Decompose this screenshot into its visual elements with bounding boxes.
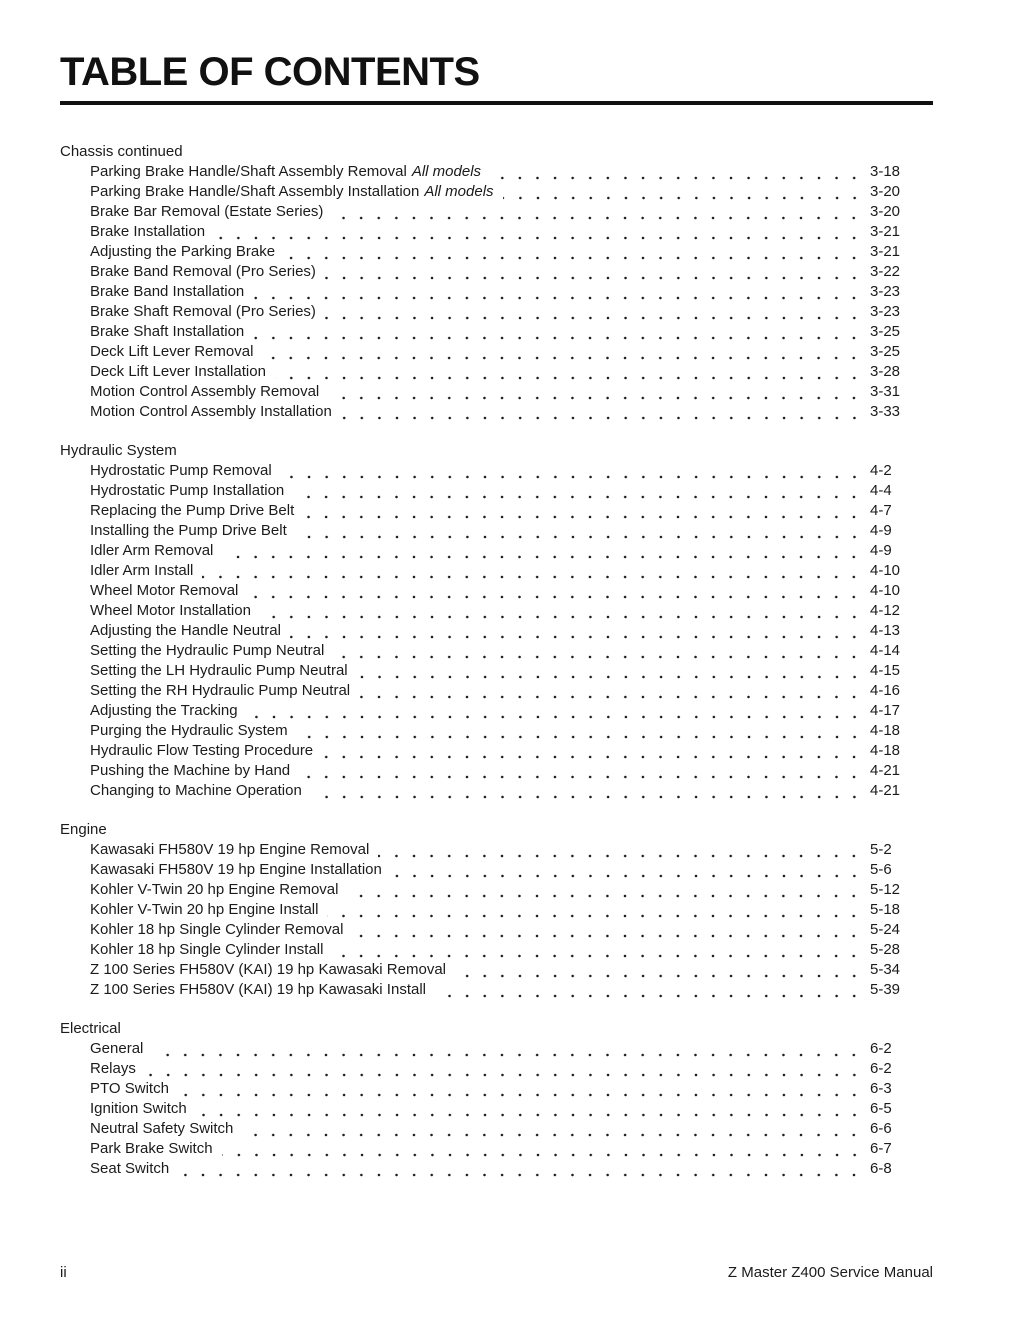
dot-leader xyxy=(202,561,864,581)
toc-entry-label: Setting the Hydraulic Pump Neutral xyxy=(90,642,325,659)
toc-entry-page-number: 4-16 xyxy=(870,682,901,699)
toc-entry-page-number: 6-5 xyxy=(870,1100,892,1117)
toc-entry xyxy=(60,581,933,601)
toc-entry-label: Deck Lift Lever Removal xyxy=(90,343,254,360)
toc-entry-page-number: 5-6 xyxy=(870,861,892,878)
footer-page-number: ii xyxy=(60,1264,67,1281)
toc-entry-label: Hydrostatic Pump Removal xyxy=(90,462,272,479)
toc-entry-label: PTO Switch xyxy=(90,1080,169,1097)
toc-entry-page-number: 3-20 xyxy=(870,183,901,200)
toc-entry-page-number: 3-25 xyxy=(870,343,901,360)
toc-entry xyxy=(60,781,933,801)
toc-entry-page-number: 6-3 xyxy=(870,1080,892,1097)
toc-entry xyxy=(60,880,933,900)
toc-entry-label: Z 100 Series FH580V (KAI) 19 hp Kawasaki Removal xyxy=(90,961,446,978)
toc-entry-label: Neutral Safety Switch xyxy=(90,1120,234,1137)
toc-entry-page-number: 4-14 xyxy=(870,642,901,659)
toc-entry-page-number: 3-23 xyxy=(870,303,901,320)
toc-entry-label: General xyxy=(90,1040,144,1057)
toc-entry xyxy=(60,1119,933,1139)
dot-leader xyxy=(378,840,864,860)
toc-entry-page-number: 6-2 xyxy=(870,1040,892,1057)
dot-leader xyxy=(347,880,864,900)
toc-entry xyxy=(60,182,933,202)
dot-leader xyxy=(341,402,864,422)
dot-leader xyxy=(297,721,864,741)
page-footer xyxy=(60,1263,933,1283)
toc-entry xyxy=(60,661,933,681)
toc-entry-page-number: 3-31 xyxy=(870,383,901,400)
toc-entry-page-number: 5-39 xyxy=(870,981,901,998)
toc-entry-page-number: 5-28 xyxy=(870,941,901,958)
toc-entry-page-number: 6-7 xyxy=(870,1140,892,1157)
toc-entry xyxy=(60,601,933,621)
toc-entry-page-number: 4-10 xyxy=(870,582,901,599)
toc-entry-page-number: 3-21 xyxy=(870,243,901,260)
toc-entry xyxy=(60,262,933,282)
toc-entry xyxy=(60,561,933,581)
dot-leader xyxy=(325,262,864,282)
dot-leader xyxy=(333,641,864,661)
toc-entry-page-number: 5-18 xyxy=(870,901,901,918)
toc-entry-label: Park Brake Switch xyxy=(90,1140,213,1157)
toc-entry xyxy=(60,761,933,781)
dot-leader xyxy=(262,342,864,362)
toc-entry-label: Purging the Hydraulic System xyxy=(90,722,288,739)
dot-leader xyxy=(290,621,864,641)
toc-entry-label: Kohler V-Twin 20 hp Engine Install xyxy=(90,901,319,918)
toc-entry xyxy=(60,362,933,382)
dot-leader xyxy=(311,781,864,801)
toc-entry xyxy=(60,1159,933,1179)
dot-leader xyxy=(247,581,864,601)
dot-leader xyxy=(455,960,864,980)
dot-leader xyxy=(196,1099,864,1119)
dot-leader xyxy=(178,1079,864,1099)
toc-entry-page-number: 5-34 xyxy=(870,961,901,978)
toc-entry-page-number: 4-4 xyxy=(870,482,892,499)
toc-entry-page-number: 4-12 xyxy=(870,602,901,619)
toc-entry xyxy=(60,222,933,242)
dot-leader xyxy=(503,182,864,202)
toc-section-entries xyxy=(60,840,933,1000)
toc-entry-label: Deck Lift Lever Installation xyxy=(90,363,266,380)
toc-entry-page-number: 4-18 xyxy=(870,722,901,739)
toc-entry-label: Adjusting the Handle Neutral xyxy=(90,622,281,639)
toc-section xyxy=(60,441,933,801)
dot-leader xyxy=(247,701,864,721)
page-title: TABLE OF CONTENTS xyxy=(60,50,480,94)
toc-entry xyxy=(60,1079,933,1099)
dot-leader xyxy=(328,382,864,402)
toc-entry-page-number: 4-15 xyxy=(870,662,901,679)
dot-leader xyxy=(275,362,864,382)
dot-leader xyxy=(222,1139,864,1159)
toc-entry-label: Ignition Switch xyxy=(90,1100,187,1117)
toc-entry-label: Parking Brake Handle/Shaft Assembly Removal All models xyxy=(90,163,482,180)
toc-section-heading: Electrical xyxy=(60,1020,121,1037)
toc-entry-label: Installing the Pump Drive Belt xyxy=(90,522,287,539)
toc-entry xyxy=(60,382,933,402)
dot-leader xyxy=(299,761,864,781)
dot-leader xyxy=(260,601,864,621)
toc-entry-page-number: 3-18 xyxy=(870,163,901,180)
toc-entry-label: Kawasaki FH580V 19 hp Engine Installation xyxy=(90,861,382,878)
toc-entry xyxy=(60,1039,933,1059)
toc-entry-page-number: 4-7 xyxy=(870,502,892,519)
toc-entry-page-number: 4-13 xyxy=(870,622,901,639)
toc-entry-page-number: 6-2 xyxy=(870,1060,892,1077)
dot-leader xyxy=(322,741,864,761)
toc-section-entries xyxy=(60,461,933,801)
toc-section xyxy=(60,820,933,1000)
toc-entry-label: Wheel Motor Removal xyxy=(90,582,239,599)
toc-entry-label: Hydrostatic Pump Installation xyxy=(90,482,285,499)
toc-entry-page-number: 5-24 xyxy=(870,921,901,938)
dot-leader xyxy=(178,1159,864,1179)
toc-entry-label: Brake Bar Removal (Estate Series) xyxy=(90,203,324,220)
toc-entry xyxy=(60,521,933,541)
toc-entry-label: Seat Switch xyxy=(90,1160,170,1177)
toc-entry xyxy=(60,302,933,322)
toc-entry xyxy=(60,322,933,342)
toc-entry-label: Setting the LH Hydraulic Pump Neutral xyxy=(90,662,348,679)
toc-entry-label: Brake Shaft Installation xyxy=(90,323,245,340)
toc-entry xyxy=(60,900,933,920)
toc-entry xyxy=(60,202,933,222)
toc-entry-label: Kohler 18 hp Single Cylinder Removal xyxy=(90,921,344,938)
toc-entry xyxy=(60,621,933,641)
toc-entry xyxy=(60,541,933,561)
toc-entry-label: Motion Control Assembly Installation xyxy=(90,403,332,420)
dot-leader xyxy=(253,282,864,302)
toc-section-heading: Engine xyxy=(60,821,107,838)
dot-leader xyxy=(303,501,864,521)
toc-section-entries xyxy=(60,1039,933,1179)
dot-leader xyxy=(359,681,864,701)
dot-leader xyxy=(152,1039,864,1059)
toc-entry-page-number: 4-17 xyxy=(870,702,901,719)
dot-leader xyxy=(296,521,864,541)
dot-leader xyxy=(145,1059,864,1079)
toc-entry xyxy=(60,1059,933,1079)
toc-entry xyxy=(60,960,933,980)
toc-entry xyxy=(60,940,933,960)
toc-entry-page-number: 3-23 xyxy=(870,283,901,300)
toc-entry xyxy=(60,342,933,362)
toc-entry-page-number: 6-6 xyxy=(870,1120,892,1137)
toc-section-heading: Hydraulic System xyxy=(60,442,177,459)
toc-entry xyxy=(60,242,933,262)
dot-leader xyxy=(357,661,864,681)
toc-entry-label: Brake Shaft Removal (Pro Series) xyxy=(90,303,316,320)
toc-entry-label: Z 100 Series FH580V (KAI) 19 hp Kawasaki Install xyxy=(90,981,426,998)
toc-entry-label: Kohler V-Twin 20 hp Engine Removal xyxy=(90,881,339,898)
table-of-contents xyxy=(60,142,933,1179)
toc-entry-label: Changing to Machine Operation xyxy=(90,782,302,799)
toc-entry-label: Hydraulic Flow Testing Procedure xyxy=(90,742,314,759)
dot-leader xyxy=(253,322,864,342)
dot-leader xyxy=(391,860,864,880)
toc-entry xyxy=(60,701,933,721)
toc-entry-label: Brake Band Installation xyxy=(90,283,245,300)
toc-entry-page-number: 3-21 xyxy=(870,223,901,240)
toc-entry xyxy=(60,1139,933,1159)
toc-entry-page-number: 4-18 xyxy=(870,742,901,759)
title-rule xyxy=(60,101,933,105)
toc-entry-label: Brake Band Removal (Pro Series) xyxy=(90,263,316,280)
toc-entry-label: Pushing the Machine by Hand xyxy=(90,762,291,779)
toc-entry-page-number: 3-33 xyxy=(870,403,901,420)
toc-entry-page-number: 3-22 xyxy=(870,263,901,280)
toc-entry-label: Adjusting the Tracking xyxy=(90,702,238,719)
dot-leader xyxy=(284,242,864,262)
dot-leader xyxy=(325,302,864,322)
toc-entry-label: Replacing the Pump Drive Belt xyxy=(90,502,295,519)
toc-entry xyxy=(60,980,933,1000)
dot-leader xyxy=(332,202,864,222)
toc-entry xyxy=(60,282,933,302)
toc-entry xyxy=(60,461,933,481)
toc-entry-page-number: 4-9 xyxy=(870,542,892,559)
toc-section xyxy=(60,142,933,422)
toc-entry xyxy=(60,721,933,741)
toc-entry xyxy=(60,860,933,880)
toc-entry-page-number: 4-21 xyxy=(870,782,901,799)
dot-leader xyxy=(327,900,864,920)
toc-entry-page-number: 4-9 xyxy=(870,522,892,539)
toc-entry-label: Relays xyxy=(90,1060,136,1077)
dot-leader xyxy=(435,980,864,1000)
toc-entry-page-number: 3-25 xyxy=(870,323,901,340)
toc-entry-page-number: 5-2 xyxy=(870,841,892,858)
toc-entry xyxy=(60,481,933,501)
dot-leader xyxy=(352,920,864,940)
toc-entry-label: Motion Control Assembly Removal xyxy=(90,383,320,400)
toc-entry xyxy=(60,840,933,860)
toc-entry-page-number: 4-21 xyxy=(870,762,901,779)
toc-entry-label: Kawasaki FH580V 19 hp Engine Removal xyxy=(90,841,370,858)
footer-doc-title: Z Master Z400 Service Manual xyxy=(727,1264,933,1281)
toc-section xyxy=(60,1019,933,1179)
toc-entry xyxy=(60,162,933,182)
toc-entry-page-number: 4-10 xyxy=(870,562,901,579)
toc-entry-page-number: 4-2 xyxy=(870,462,892,479)
toc-entry-page-number: 5-12 xyxy=(870,881,901,898)
dot-leader xyxy=(281,461,864,481)
toc-entry-page-number: 3-20 xyxy=(870,203,901,220)
toc-entry xyxy=(60,741,933,761)
toc-entry-label: Brake Installation xyxy=(90,223,206,240)
dot-leader xyxy=(490,162,864,182)
toc-entry xyxy=(60,681,933,701)
toc-entry-label: Wheel Motor Installation xyxy=(90,602,251,619)
toc-section-entries xyxy=(60,162,933,422)
dot-leader xyxy=(214,222,864,242)
toc-entry-page-number: 3-28 xyxy=(870,363,901,380)
toc-entry-page-number: 6-8 xyxy=(870,1160,892,1177)
dot-leader xyxy=(293,481,864,501)
toc-entry xyxy=(60,402,933,422)
dot-leader xyxy=(332,940,864,960)
dot-leader xyxy=(222,541,864,561)
toc-entry xyxy=(60,641,933,661)
toc-entry-label: Idler Arm Install xyxy=(90,562,194,579)
toc-entry xyxy=(60,1099,933,1119)
toc-entry-label: Setting the RH Hydraulic Pump Neutral xyxy=(90,682,351,699)
toc-entry-label: Parking Brake Handle/Shaft Assembly Installation All models xyxy=(90,183,494,200)
toc-entry-label: Adjusting the Parking Brake xyxy=(90,243,276,260)
toc-entry-label: Idler Arm Removal xyxy=(90,542,214,559)
toc-entry xyxy=(60,501,933,521)
dot-leader xyxy=(242,1119,864,1139)
toc-entry xyxy=(60,920,933,940)
toc-section-heading: Chassis continued xyxy=(60,143,183,160)
toc-entry-label: Kohler 18 hp Single Cylinder Install xyxy=(90,941,324,958)
